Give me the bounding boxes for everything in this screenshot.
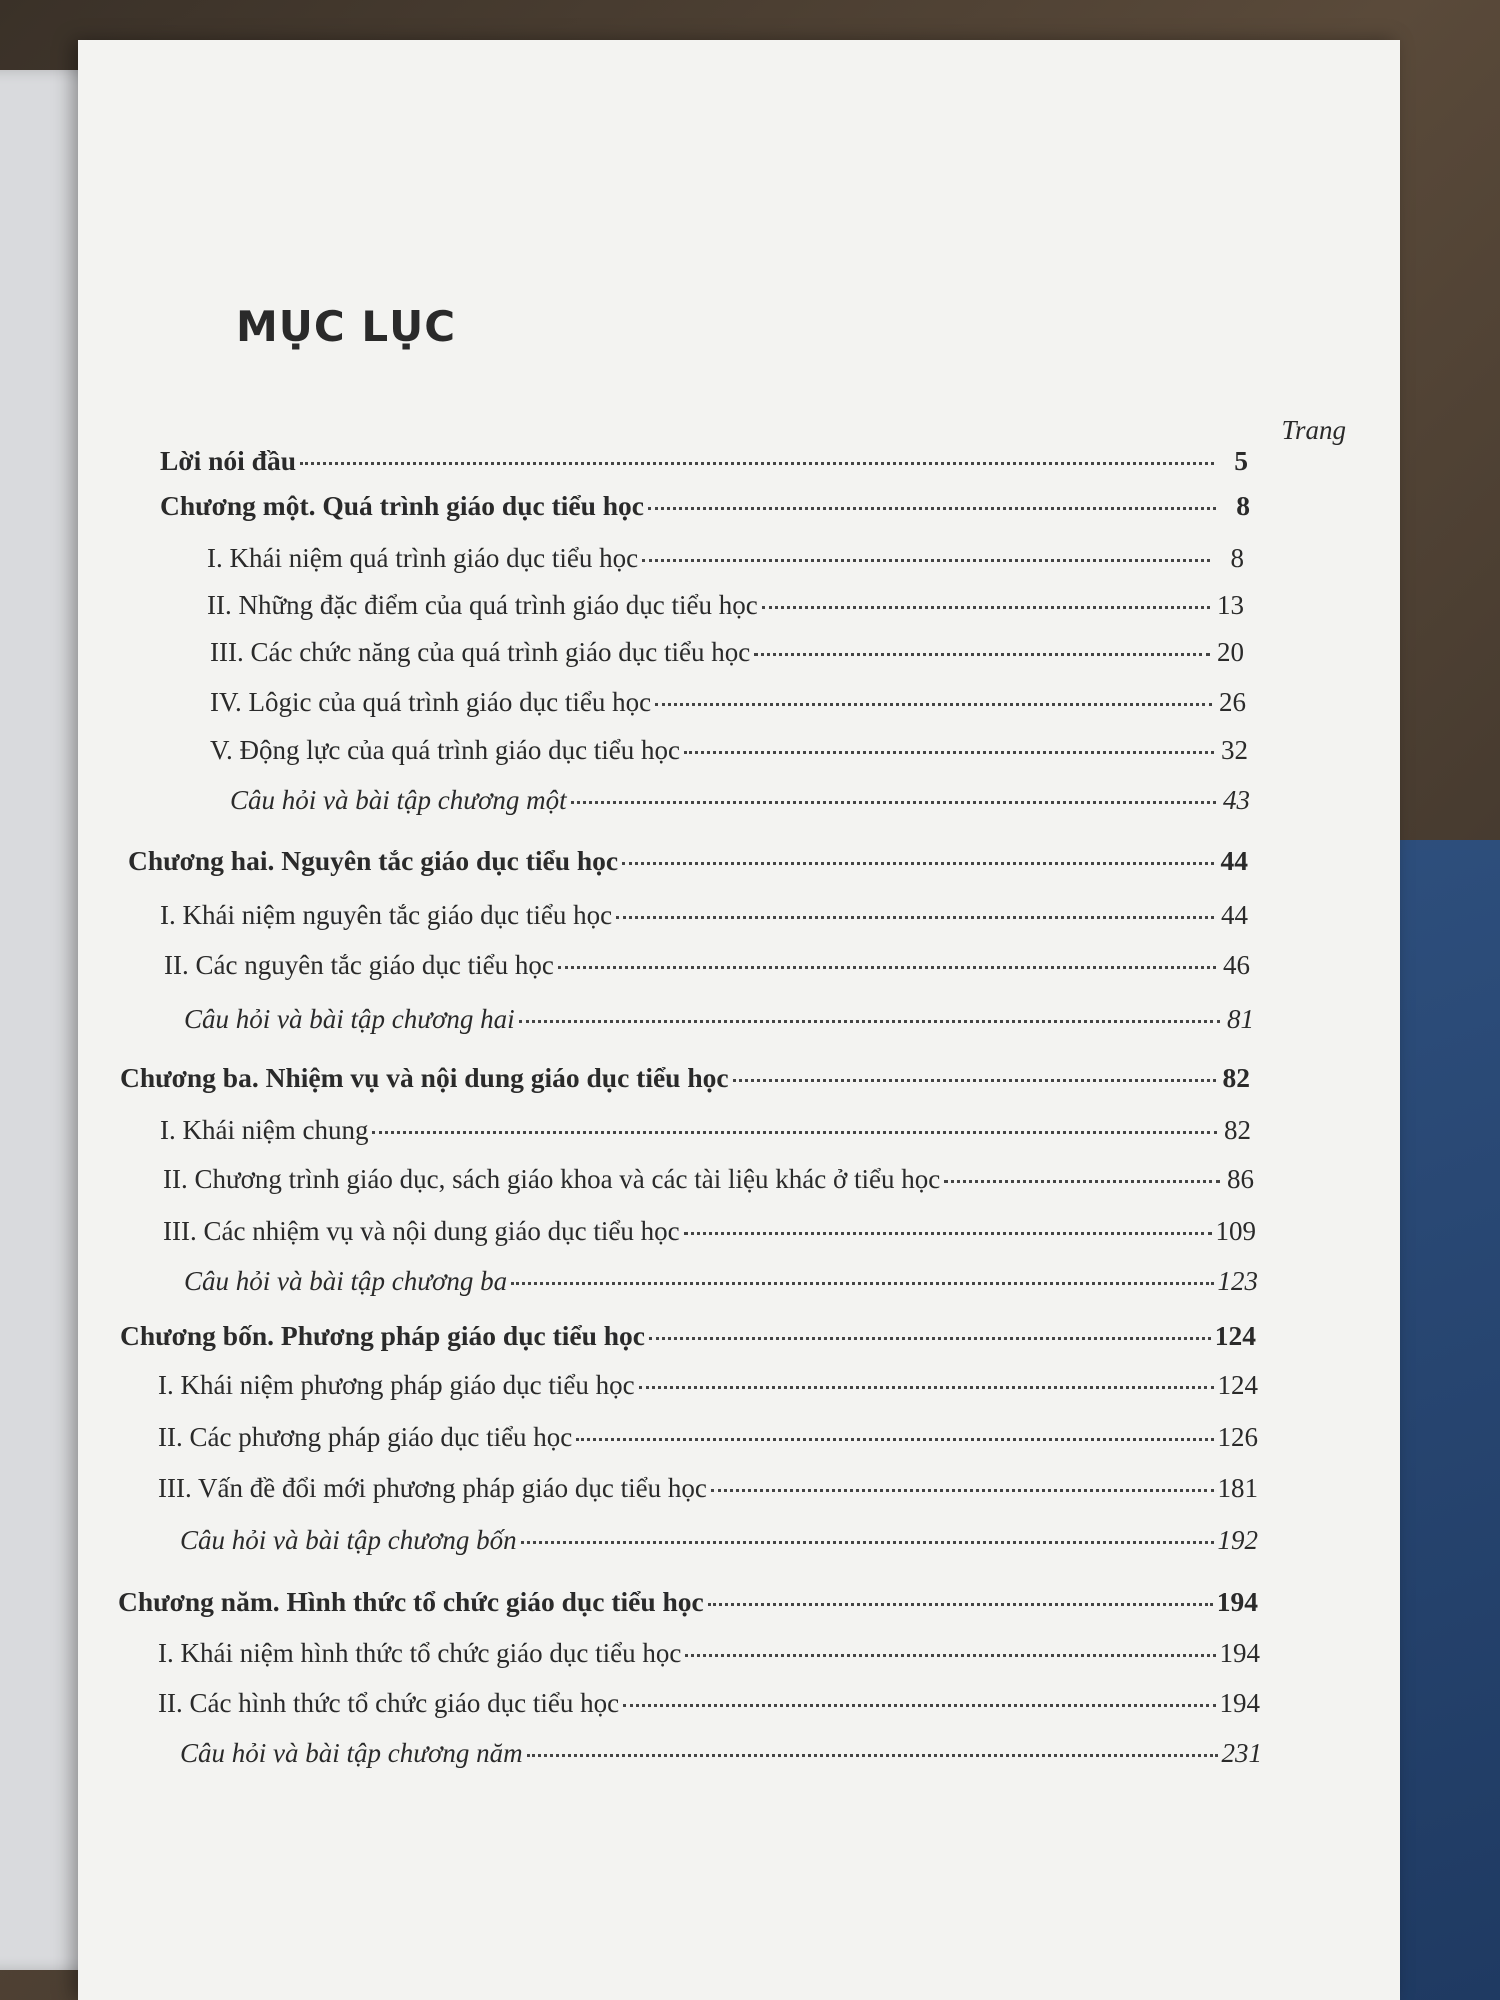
toc-entry-page: 194 xyxy=(1219,1638,1260,1668)
dot-leader xyxy=(684,1232,1212,1235)
toc-entry-title: Câu hỏi và bài tập chương ba xyxy=(184,1266,508,1296)
dot-leader xyxy=(642,559,1210,562)
dot-leader xyxy=(527,1754,1218,1757)
toc-entry-title: II. Những đặc điểm của quá trình giáo dục tiểu học xyxy=(207,590,758,620)
dot-leader xyxy=(733,1079,1216,1082)
toc-entry xyxy=(163,1216,1256,1247)
dot-leader xyxy=(622,862,1214,865)
toc-entry xyxy=(158,1638,1260,1669)
toc-entry xyxy=(210,637,1244,668)
toc-entry-page: 32 xyxy=(1221,735,1248,765)
toc-entry xyxy=(180,1738,1262,1769)
toc-entry xyxy=(160,490,1250,522)
dot-leader xyxy=(708,1603,1213,1606)
toc-entry-page: 126 xyxy=(1217,1422,1258,1452)
toc-entry-title: III. Vấn đề đổi mới phương pháp giáo dục tiểu học xyxy=(158,1473,707,1503)
toc-entry-title: Câu hỏi và bài tập chương hai xyxy=(184,1004,515,1034)
toc-entry-page: 8 xyxy=(1230,543,1244,573)
dot-leader xyxy=(944,1180,1220,1183)
toc-entry-title: II. Chương trình giáo dục, sách giáo khoa và các tài liệu khác ở tiểu học xyxy=(163,1164,941,1194)
toc-entry xyxy=(184,1266,1258,1297)
toc-entry xyxy=(210,687,1246,718)
toc-entry-title: Chương hai. Nguyên tắc giáo dục tiểu học xyxy=(128,845,619,876)
toc-entry xyxy=(158,1473,1258,1504)
toc-entry xyxy=(158,1422,1258,1453)
dot-leader xyxy=(511,1282,1213,1285)
toc-entry-page: 8 xyxy=(1236,490,1250,521)
toc-entry-title: Câu hỏi và bài tập chương năm xyxy=(180,1738,523,1768)
toc-entry-title: Chương năm. Hình thức tổ chức giáo dục tiểu học xyxy=(118,1586,704,1617)
book-page xyxy=(78,40,1400,2000)
toc-entry-page: 124 xyxy=(1214,1320,1256,1351)
dot-leader xyxy=(649,1337,1211,1340)
toc-entry-title: Chương ba. Nhiệm vụ và nội dung giáo dục tiểu học xyxy=(120,1062,729,1093)
toc-entry-page: 13 xyxy=(1217,590,1244,620)
toc-entry-page: 20 xyxy=(1217,637,1244,667)
toc-entry-title: Chương bốn. Phương pháp giáo dục tiểu học xyxy=(120,1320,645,1351)
toc-entry xyxy=(207,590,1244,621)
toc-entry-page: 81 xyxy=(1227,1004,1254,1034)
dot-leader xyxy=(648,507,1216,510)
toc-entry-title: I. Khái niệm hình thức tổ chức giáo dục tiểu học xyxy=(158,1638,682,1668)
toc-entry-title: II. Các phương pháp giáo dục tiểu học xyxy=(158,1422,573,1452)
toc-entry-title: III. Các chức năng của quá trình giáo dục tiểu học xyxy=(210,637,751,667)
dot-leader xyxy=(685,1654,1215,1657)
toc-entry xyxy=(184,1004,1254,1035)
toc-entry xyxy=(163,1164,1254,1195)
dot-leader xyxy=(655,703,1212,706)
dot-leader xyxy=(684,751,1214,754)
page-column-label: Trang xyxy=(1281,415,1346,445)
toc-entry-title: I. Khái niệm nguyên tắc giáo dục tiểu học xyxy=(160,900,613,930)
toc-entry-page: 194 xyxy=(1216,1586,1258,1617)
toc-entry xyxy=(230,785,1250,816)
toc-entry-title: Câu hỏi và bài tập chương một xyxy=(230,785,567,815)
toc-entry-page: 194 xyxy=(1219,1688,1260,1718)
dot-leader xyxy=(576,1438,1213,1441)
toc-entry xyxy=(180,1525,1258,1556)
toc-entry-page: 43 xyxy=(1223,785,1250,815)
toc-entry xyxy=(207,543,1244,574)
toc-entry-title: II. Các hình thức tổ chức giáo dục tiểu học xyxy=(158,1688,620,1718)
dot-leader xyxy=(521,1541,1214,1544)
toc-entry-page: 231 xyxy=(1221,1738,1262,1768)
toc-entry xyxy=(120,1062,1250,1094)
toc-entry-title: Chương một. Quá trình giáo dục tiểu học xyxy=(160,490,645,521)
toc-entry xyxy=(210,735,1248,766)
dot-leader xyxy=(754,653,1210,656)
toc-entry-title: I. Khái niệm phương pháp giáo dục tiểu học xyxy=(158,1370,635,1400)
toc-entry-page: 82 xyxy=(1222,1062,1250,1093)
dot-leader xyxy=(558,966,1216,969)
dot-leader xyxy=(519,1020,1220,1023)
toc-entry-title: IV. Lôgic của quá trình giáo dục tiểu học xyxy=(210,687,652,717)
toc-entry xyxy=(118,1586,1258,1618)
toc-entry-page: 44 xyxy=(1221,900,1248,930)
dot-leader xyxy=(372,1131,1217,1134)
toc-entry xyxy=(164,950,1250,981)
dot-leader xyxy=(300,462,1214,465)
dot-leader xyxy=(616,916,1214,919)
dot-leader xyxy=(639,1386,1214,1389)
dot-leader xyxy=(711,1489,1214,1492)
toc-entry-page: 82 xyxy=(1224,1115,1251,1145)
table-of-contents xyxy=(78,40,1400,2000)
toc-entry-title: III. Các nhiệm vụ và nội dung giáo dục tiểu học xyxy=(163,1216,680,1246)
toc-entry-page: 181 xyxy=(1217,1473,1258,1503)
toc-entry-title: I. Khái niệm quá trình giáo dục tiểu học xyxy=(207,543,639,573)
page-title: MỤC LỤC xyxy=(236,302,457,351)
dot-leader xyxy=(762,606,1210,609)
dot-leader xyxy=(571,801,1216,804)
toc-entry-title: V. Động lực của quá trình giáo dục tiểu học xyxy=(210,735,681,765)
toc-entry-page: 46 xyxy=(1223,950,1250,980)
toc-entry xyxy=(158,1370,1258,1401)
toc-entry-page: 26 xyxy=(1219,687,1246,717)
dot-leader xyxy=(623,1704,1215,1707)
toc-entry xyxy=(128,845,1248,877)
toc-entry-page: 124 xyxy=(1217,1370,1258,1400)
toc-entry xyxy=(120,1320,1256,1352)
toc-entry-page: 109 xyxy=(1215,1216,1256,1246)
toc-entry xyxy=(160,1115,1251,1146)
toc-entry-title: I. Khái niệm chung xyxy=(160,1115,369,1145)
toc-entry-page: 86 xyxy=(1227,1164,1254,1194)
toc-entry-page: 123 xyxy=(1217,1266,1258,1296)
toc-entry-title: II. Các nguyên tắc giáo dục tiểu học xyxy=(164,950,554,980)
toc-entry-title: Câu hỏi và bài tập chương bốn xyxy=(180,1525,517,1555)
toc-entry xyxy=(160,900,1248,931)
toc-entry xyxy=(158,1688,1260,1719)
toc-entry-page: 192 xyxy=(1217,1525,1258,1555)
toc-entry-page: 44 xyxy=(1220,845,1248,876)
toc-entry-page: 5 xyxy=(1234,445,1248,476)
toc-entry xyxy=(160,445,1248,477)
toc-entry-title: Lời nói đầu xyxy=(160,445,296,476)
